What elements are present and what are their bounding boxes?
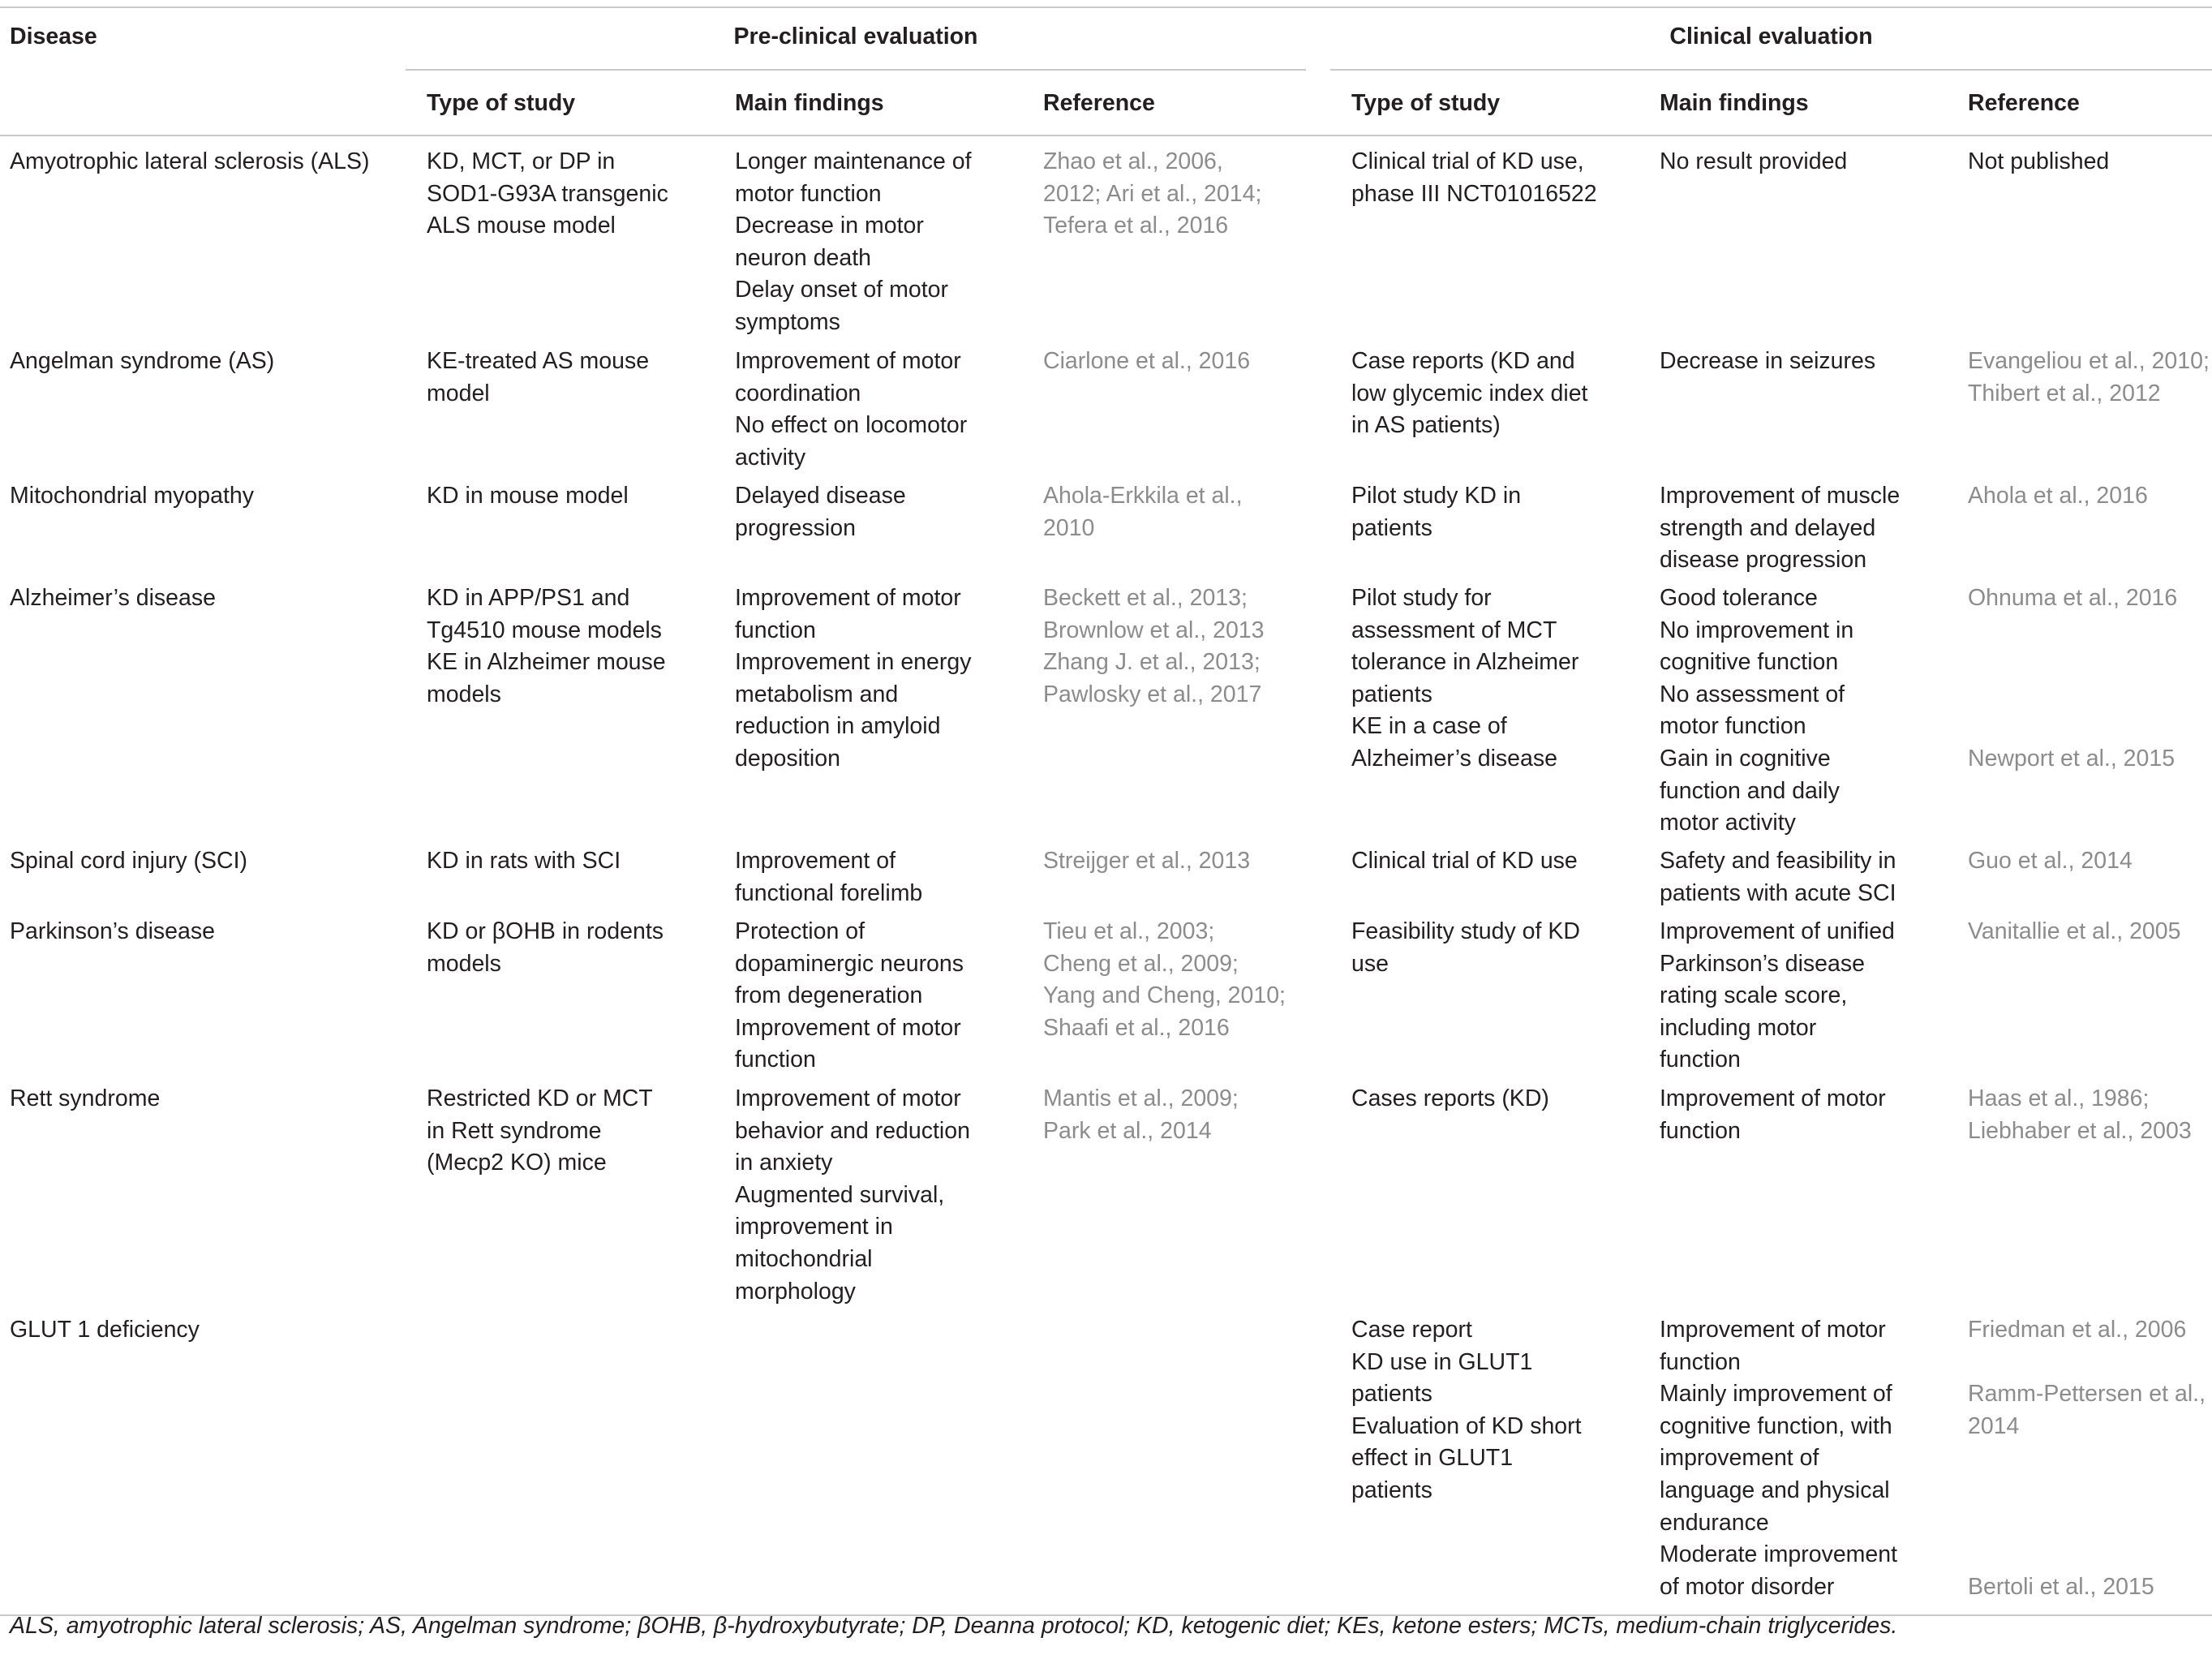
row-rett-pre-type: Restricted KD or MCT in Rett syndrome (Mecp2 KO) mice	[427, 1085, 653, 1176]
row-mito-pre-type: KD in mouse model	[427, 483, 629, 509]
row-angelman-cl-type: Case reports (KD and low glycemic index diet in AS patients)	[1351, 348, 1588, 439]
header-bottom-rule	[0, 135, 2212, 136]
clinical-group-rule	[1330, 69, 2212, 71]
row-alzheimer-disease: Alzheimer’s disease	[10, 585, 216, 611]
row-parkinson-cl-findings: Improvement of unified Parkinson’s disease rating scale score, including motor function	[1660, 918, 1895, 1073]
row-alzheimer-cl-ref: Ohnuma et al., 2016 Newport et al., 2015	[1968, 585, 2178, 772]
row-parkinson-cl-type: Feasibility study of KD use	[1351, 918, 1580, 977]
row-rett-cl-ref: Haas et al., 1986; Liebhaber et al., 2003	[1968, 1085, 2192, 1144]
row-alzheimer-cl-findings: Good tolerance No improvement in cognitive function No assessment of motor function Gain in cognitive function and daily motor activity	[1660, 585, 1854, 836]
row-alzheimer-pre-type: KD in APP/PS1 and Tg4510 mouse models KE in Alzheimer mouse models	[427, 585, 666, 707]
row-rett-cl-type: Cases reports (KD)	[1351, 1085, 1549, 1111]
top-rule	[0, 6, 2212, 8]
row-mito-cl-ref: Ahola et al., 2016	[1968, 483, 2148, 509]
row-glut1-cl-ref: Friedman et al., 2006 Ramm-Pettersen et al., 2014 Bertoli et al., 2015	[1968, 1317, 2206, 1600]
header-cl-findings: Main findings	[1660, 90, 1809, 116]
row-als-cl-type: Clinical trial of KD use, phase III NCT01016522	[1351, 148, 1597, 207]
row-sci-cl-ref: Guo et al., 2014	[1968, 848, 2133, 874]
row-glut1-cl-type: Case report KD use in GLUT1 patients Evaluation of KD short effect in GLUT1 patients	[1351, 1317, 1582, 1503]
row-sci-pre-ref: Streijger et al., 2013	[1043, 848, 1251, 874]
row-parkinson-pre-findings: Protection of dopaminergic neurons from degeneration Improvement of motor function	[735, 918, 964, 1073]
row-angelman-disease: Angelman syndrome (AS)	[10, 348, 275, 374]
row-mito-disease: Mitochondrial myopathy	[10, 483, 254, 509]
row-als-pre-type: KD, MCT, or DP in SOD1-G93A transgenic ALS mouse model	[427, 148, 668, 239]
row-glut1-disease: GLUT 1 deficiency	[10, 1317, 200, 1343]
row-alzheimer-pre-ref: Beckett et al., 2013; Brownlow et al., 2013 Zhang J. et al., 2013; Pawlosky et al., 2017	[1043, 585, 1265, 707]
header-disease: Disease	[10, 24, 97, 49]
row-mito-cl-type: Pilot study KD in patients	[1351, 483, 1522, 541]
header-preclinical: Pre-clinical evaluation	[733, 24, 978, 49]
row-als-disease: Amyotrophic lateral sclerosis (ALS)	[10, 148, 370, 174]
row-angelman-pre-findings: Improvement of motor coordination No effect on locomotor activity	[735, 348, 968, 471]
row-rett-pre-findings: Improvement of motor behavior and reduction in anxiety Augmented survival, improvement in mitochondrial morphology	[735, 1085, 970, 1305]
header-cl-ref: Reference	[1968, 90, 2080, 116]
row-glut1-cl-findings: Improvement of motor function Mainly improvement of cognitive function, with improvement of language and physical endurance Moderate improvement of motor disorder	[1660, 1317, 1898, 1600]
row-parkinson-disease: Parkinson’s disease	[10, 918, 215, 944]
row-sci-cl-type: Clinical trial of KD use	[1351, 848, 1578, 874]
row-rett-disease: Rett syndrome	[10, 1085, 161, 1111]
row-mito-pre-findings: Delayed disease progression	[735, 483, 906, 541]
row-mito-pre-ref: Ahola-Erkkila et al., 2010	[1043, 483, 1243, 541]
header-pre-findings: Main findings	[735, 90, 884, 116]
row-als-pre-ref: Zhao et al., 2006, 2012; Ari et al., 2014; Tefera et al., 2016	[1043, 148, 1262, 239]
row-parkinson-pre-ref: Tieu et al., 2003; Cheng et al., 2009; Yang and Cheng, 2010; Shaafi et al., 2016	[1043, 918, 1286, 1041]
header-pre-ref: Reference	[1043, 90, 1155, 116]
row-parkinson-pre-type: KD or βOHB in rodents models	[427, 918, 664, 977]
row-sci-pre-type: KD in rats with SCI	[427, 848, 621, 874]
row-sci-disease: Spinal cord injury (SCI)	[10, 848, 248, 874]
row-als-cl-ref: Not published	[1968, 148, 2110, 174]
row-rett-cl-findings: Improvement of motor function	[1660, 1085, 1886, 1144]
row-angelman-cl-ref: Evangeliou et al., 2010; Thibert et al., 2012	[1968, 348, 2210, 406]
row-als-cl-findings: No result provided	[1660, 148, 1848, 174]
header-clinical: Clinical evaluation	[1669, 24, 1873, 49]
row-angelman-pre-type: KE-treated AS mouse model	[427, 348, 650, 406]
row-alzheimer-cl-type: Pilot study for assessment of MCT tolerance in Alzheimer patients KE in a case of Alzheimer’s disease	[1351, 585, 1579, 772]
row-sci-cl-findings: Safety and feasibility in patients with acute SCI	[1660, 848, 1896, 906]
row-rett-pre-ref: Mantis et al., 2009; Park et al., 2014	[1043, 1085, 1239, 1144]
row-alzheimer-pre-findings: Improvement of motor function Improvement in energy metabolism and reduction in amyloid deposition	[735, 585, 972, 772]
row-als-pre-findings: Longer maintenance of motor function Decrease in motor neuron death Delay onset of motor symptoms	[735, 148, 972, 335]
row-parkinson-cl-ref: Vanitallie et al., 2005	[1968, 918, 2181, 944]
header-pre-type: Type of study	[427, 90, 576, 116]
row-sci-pre-findings: Improvement of functional forelimb	[735, 848, 923, 906]
preclinical-group-rule	[406, 69, 1306, 71]
row-angelman-pre-ref: Ciarlone et al., 2016	[1043, 348, 1251, 374]
header-cl-type: Type of study	[1351, 90, 1501, 116]
row-mito-cl-findings: Improvement of muscle strength and delayed disease progression	[1660, 483, 1901, 574]
row-angelman-cl-findings: Decrease in seizures	[1660, 348, 1876, 374]
table-footnote: ALS, amyotrophic lateral sclerosis; AS, Angelman syndrome; βOHB, β-hydroxybutyrate; DP, Deanna protocol; KD, ketogenic diet; KEs, ketone esters; MCTs, medium-chain triglycerides.	[10, 1613, 1898, 1639]
